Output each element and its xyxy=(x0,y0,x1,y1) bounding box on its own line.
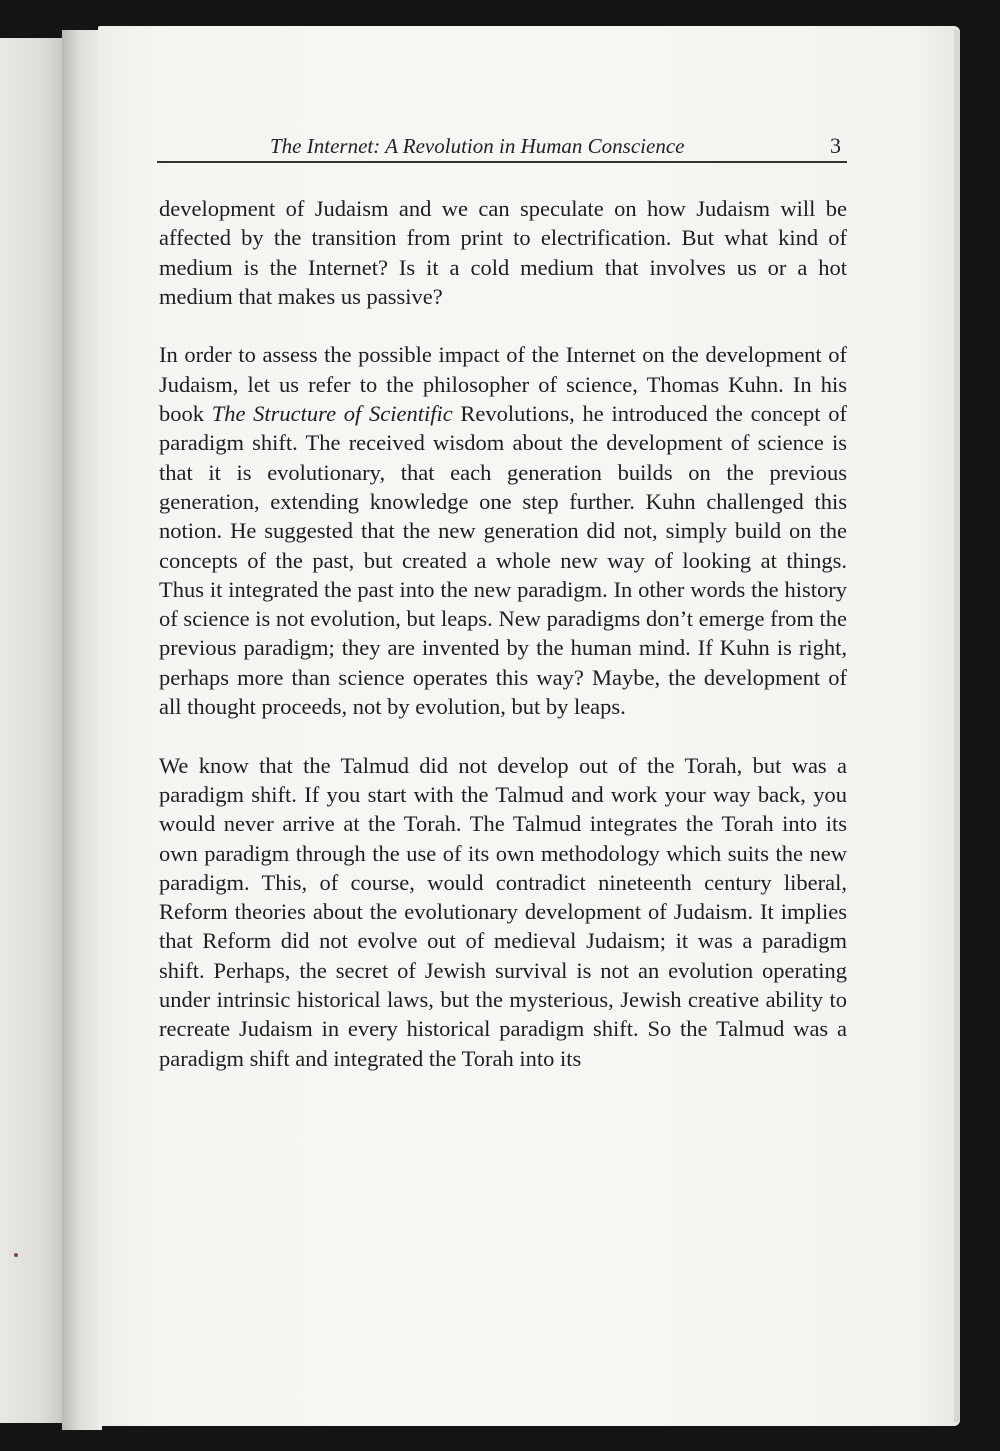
running-header-title: The Internet: A Revolution in Human Conscience xyxy=(270,134,685,158)
running-header xyxy=(157,132,847,162)
book-title: The Structure of Scientific xyxy=(211,401,453,427)
paragraph-3: We know that the Talmud did not develop out of the Torah, but was a paradigm shift. If you start with the Talmud and work your way back, you would never arrive at the Torah. The Talmud integrates the Torah into its own paradigm through the use of its own methodology which suits the new paradigm. This, of course, would contradict nineteenth century liberal, Reform theories about the evolutionary development of Judaism. It implies that Reform did not evolve out of medieval Judaism; it was a paradigm shift. Perhaps, the secret of Jewish survival is not an evolution operating under intrinsic historical laws, but the mysterious, Jewish creative ability to recreate Judaism in every historical paradigm shift. So the Talmud was a paradigm shift and integrated the Torah into its xyxy=(159,752,847,1071)
body-text xyxy=(159,194,847,1073)
ink-spot xyxy=(14,1253,18,1257)
page-fore-edge xyxy=(954,30,960,1422)
paragraph-2-rest: Revolutions, he introduced the concept of paradigm shift. The received wisdom about the development of science is that it is evolutionary, that each generation builds on the previous generation, extending knowledge one step further. Kuhn challenged this notion. He suggested that the new generation did not, simply build on the concepts of the past, but created a whole new way of looking at things. Thus it integrated the past into the new paradigm. In other words the history of science is not evolution, but leaps. New paradigms don’t emerge from the previous paradigm; they are invented by the human mind. If Kuhn is right, perhaps more than science operates this way? Maybe, the development of all thought proceeds, not by evolution, but by leaps. xyxy=(159,401,847,720)
header-rule xyxy=(157,161,847,163)
page-number: 3 xyxy=(830,133,841,158)
book-gutter xyxy=(62,30,102,1430)
paragraph-1: development of Judaism and we can speculate on how Judaism will be affected by the transition from print to electrification. But what kind of medium is the Internet? Is it a cold medium that involves us or a hot medium that makes us passive? xyxy=(159,196,847,309)
paragraph-2 xyxy=(159,340,847,721)
facing-page-edge xyxy=(0,38,62,1423)
paragraph-2-lead: In order to assess the possible impact of the Internet on the development of Judaism, let us refer to the philosopher of science, Thomas Kuhn. In his book xyxy=(159,342,847,427)
